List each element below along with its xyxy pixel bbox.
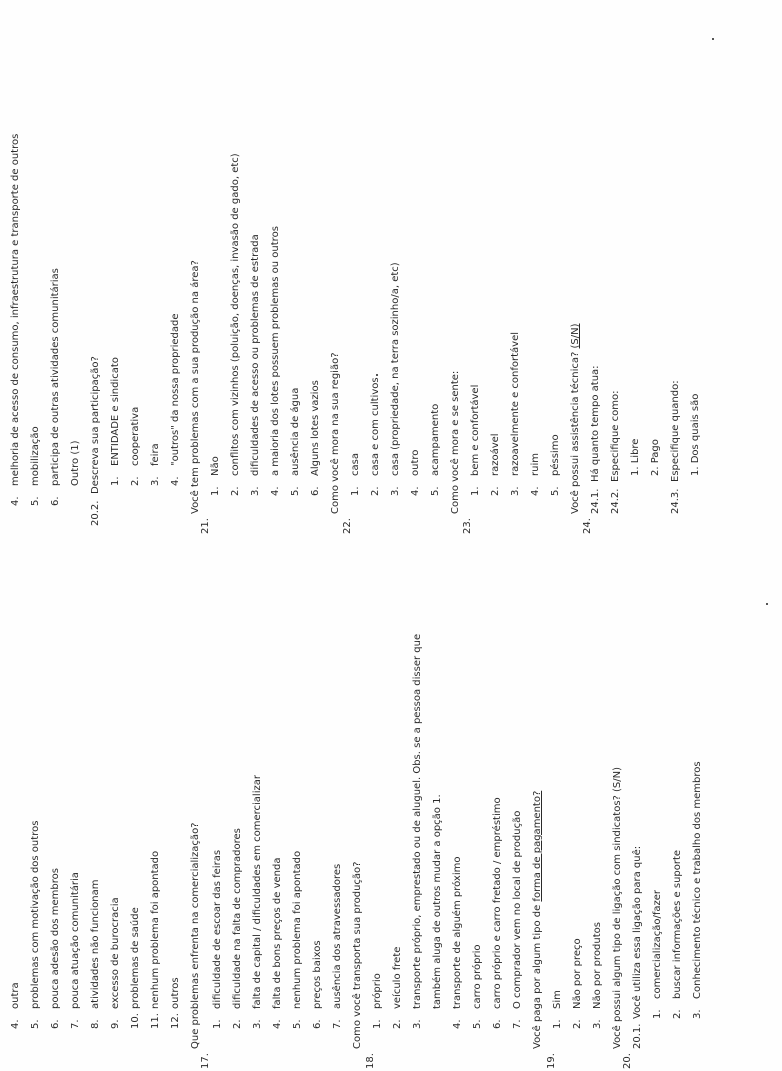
option-item: 3.transporte próprio, emprestado ou de aluguel. Obs. se a pessoa disser que	[412, 633, 423, 1029]
option-item: 4."outros" da nossa propriedade	[170, 313, 181, 486]
option-item: 8.atividades não funcionam	[90, 879, 101, 1029]
option-item: 1. Libre	[630, 438, 641, 476]
question-text: Você possui algum tipo de ligação com sindicatos? (S/N)	[612, 766, 623, 1049]
option-item: 3.casa (propriedade, na terra sozinho/a, etc)	[390, 262, 401, 496]
option-item: 7.O comprador vem no local de produção	[512, 810, 523, 1029]
question-number: 21.	[200, 518, 211, 534]
question-number: 20.	[622, 1053, 633, 1069]
left-column	[0, 536, 782, 1071]
option-item: 1. Dos quais são	[690, 393, 701, 476]
option-item: 6.participa de outras atividades comunitárias	[50, 268, 61, 506]
option-item: 11.nenhum problema foi apontado	[150, 850, 161, 1029]
question-text: Como você transporta sua produção?	[352, 861, 363, 1049]
question-number: 18.	[365, 1053, 376, 1069]
option-item: 7.pouca atuação comunitária	[70, 872, 81, 1029]
option-item: 1.Não	[210, 456, 221, 496]
option-item: 1.próprio	[372, 973, 383, 1029]
subquestion: 20.2.Descreva sua participação?	[90, 356, 101, 526]
question-number: 19.	[546, 1053, 557, 1069]
subquestion: 24.1.Há quanto tempo atua:	[590, 365, 601, 514]
option-item: 6.Alguns lotes vazios	[310, 380, 321, 496]
option-item: 4.transporte de alguém próximo	[452, 856, 463, 1029]
option-item: 12.outros	[170, 977, 181, 1029]
option-item: 3.Não por produtos	[592, 922, 603, 1029]
option-item: 4.a maioria dos lotes possuem problemas ou outros	[270, 226, 281, 496]
option-item: 4.melhoria de acesso de consumo, infraestrutura e transporte de outros	[10, 133, 21, 506]
option-item: 2.conflitos com vizinhos (poluição, doenças, invasão de gado, etc)	[230, 153, 241, 496]
option-item: 5.problemas com motivação dos outros	[30, 820, 41, 1029]
option-item-continuation: também aluga de outros mudar a opção 1.	[432, 794, 443, 1009]
option-item: 6.preços baixos	[312, 940, 323, 1029]
option-item: 4.ruim	[530, 453, 541, 496]
option-item: 2.buscar informações e suporte	[672, 849, 683, 1019]
question-text: Você paga por algum tipo de forma de pagamento?	[532, 790, 543, 1049]
option-item: 3.falta de capital / dificuldades em comercializar	[252, 775, 263, 1029]
question-text: Que problemas enfrenta na comercialização?	[190, 822, 201, 1049]
option-item: 2.razoável	[490, 433, 501, 496]
option-item: 5.nenhum problema foi apontado	[292, 850, 303, 1029]
question-text: Você tem problemas com a sua produção na área?	[190, 260, 201, 514]
question-text: Como você mora e se sente:	[450, 370, 461, 514]
option-item: 1.casa	[350, 453, 361, 496]
option-item: 1.dificuldade de escoar das feiras	[212, 849, 223, 1029]
scan-speck	[376, 374, 378, 376]
option-item: 1.ENTIDADE e sindicato	[110, 357, 121, 486]
option-item: 5.carro próprio	[472, 944, 483, 1029]
option-item: 2.Não por preço	[572, 938, 583, 1029]
option-item: Outro (1)	[70, 440, 81, 486]
scan-speck	[766, 603, 768, 605]
subquestion: 24.2.Especifique como:	[610, 390, 621, 514]
option-item: 2.cooperativa	[130, 406, 141, 486]
question-number: 22.	[342, 518, 353, 534]
option-item: 10.problemas de saúde	[130, 907, 141, 1029]
option-item: 2.dificuldade na falta de compradores	[232, 828, 243, 1029]
option-item: 5.ausência de água	[290, 387, 301, 496]
option-item: 4.outra	[10, 982, 21, 1029]
question-number: 17.	[200, 1053, 211, 1069]
question-text: Como você mora na sua região?	[330, 352, 341, 514]
question-text: Você possui assistência técnica? (S/N)	[570, 323, 581, 514]
subquestion: 20.1.Você utiliza essa ligação para quê:	[632, 845, 643, 1049]
option-item: 4.outro	[410, 449, 421, 496]
option-item: 2. Pago	[650, 439, 661, 476]
option-item: 6.pouca adesão dos membros	[50, 868, 61, 1029]
option-item: 3.feira	[150, 443, 161, 486]
option-item: 5.acampamento	[430, 403, 441, 496]
option-item: 3.dificuldades de acesso ou problemas de estrada	[250, 234, 261, 496]
option-item: 6.carro próprio e carro fretado / empréstimo	[492, 797, 503, 1029]
subquestion: 24.3.Especifique quando:	[670, 380, 681, 514]
option-item: 7.ausência dos atravessadores	[332, 863, 343, 1029]
option-item: 4.falta de bons preços de venda	[272, 857, 283, 1029]
scan-speck	[712, 38, 714, 40]
question-number: 24.	[582, 518, 593, 534]
option-item: 1.comercialização/fazer	[652, 889, 663, 1019]
option-item: 2.veículo frete	[392, 946, 403, 1029]
option-item: 5.mobilização	[30, 426, 41, 506]
option-item: 9.excesso de burocracia	[110, 897, 121, 1029]
question-number: 23.	[462, 518, 473, 534]
option-item: 3.razoavelmente e confortável	[510, 332, 521, 496]
option-item: 1.Sim	[552, 990, 563, 1029]
option-item: 1.bem e confortável	[470, 384, 481, 496]
option-item: 2.casa e com cultivos	[370, 377, 381, 496]
option-item: 5.péssimo	[550, 434, 561, 496]
option-item: 3.Conhecimento técnico e trabalho dos membros	[692, 761, 703, 1019]
